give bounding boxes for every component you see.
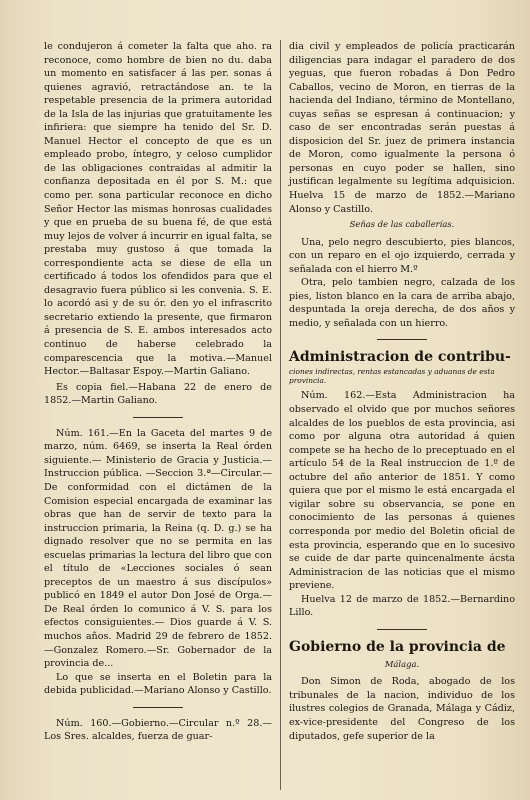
section-subtitle-administracion: ciones indirectas, rentas estancadas y aduanas de esta provincia. bbox=[289, 367, 495, 386]
paragraph-stolen-mares: dia civil y empleados de policía practicarán diligencias para indagar el paradero de dos yeguas, que fueron robadas á Don Pedro Caballos, vecino de Moron, en tierras de la hacienda del Indiano, término de Montellano, cuyas señas se espresan á continuacion; y caso de ser encontradas serán puestas á disposicion del Sr. juez de primera instancia de Moron, como igualmente la persona ó personas en cuyo poder se hallen, sino justifican legalmente su legítima adquisicion. Huelva 15 de marzo de 1852.—Mariano Alonso y Castillo. bbox=[289, 41, 515, 215]
paragraph-copy-certification: Es copia fiel.—Habana 22 de enero de 1852.—Martin Galiano. bbox=[44, 381, 272, 407]
paragraph-huelva-signature: Huelva 12 de marzo de 1852.—Bernardino Lillo. bbox=[289, 593, 515, 619]
separator-rule bbox=[377, 629, 427, 630]
paragraph-num-160: Núm. 160.—Gobierno.—Circular n.º 28.—Los Sres. alcaldes, fuerza de guar- bbox=[44, 717, 272, 743]
separator-rule bbox=[133, 707, 183, 708]
paragraph-publication-note: Lo que se inserta en el Boletin para la debida publicidad.—Mariano Alonso y Castillo. bbox=[44, 671, 272, 697]
paragraph-retraction: le condujeron á cometer la falta que aho. ra reconoce, como hombre de bien no du. daba un momento en satisfacer á las per. sonas á quienes agravió, retractándose an. te la respetable presencia de la primera autoridad de la Isla de las injurias que gratuitamente les infiriera: que siempre ha tenido del Sr. D. Manuel Hector el concepto de que es un empleado probo, íntegro, y celoso cumplidor de las obligaciones contraidas al admitir la confianza depositada en él por S. M.: que como per. sona particular reconoce en dicho Señor Hector las mismas honrosas cualidades y que en prueba de su buena fé, de que está muy lejos de volver á incurrir en igual falta, se prestaba muy gustoso á que tomada la correspondiente acta se diese de ella un certificado á todos los ofendidos para que el desagravio fuera público si les convenia. S. E. lo acordó asi y de su ór. den yo el infrascrito secretario extiendo la presente, que firmaron á presencia de S. E. ambos interesados acto continuo de haberse celebrado la comparescencia que la motiva.—Manuel Hector.—Baltasar Espoy.—Martin Galiano. bbox=[44, 41, 272, 378]
separator-rule bbox=[133, 417, 183, 418]
separator-rule bbox=[377, 339, 427, 340]
left-column bbox=[44, 40, 272, 792]
section-title-administracion: Administracion de contribu- bbox=[289, 349, 511, 366]
section-place-malaga: Málaga. bbox=[384, 658, 420, 669]
paragraph-num-161: Núm. 161.—En la Gaceta del martes 9 de marzo, núm. 6469, se inserta la Real órden siguiente.— Ministerio de Gracia y Justicia.—Instruccion pública. —Seccion 3.ª—Circular.—De conformidad con el dictámen de la Comision especial encargada de examinar las obras que han de servir de texto para la instruccion primaria, la Reina (q. D. g.) se ha dignado resolver que no se permita en las escuelas primarias la lectura del libro que con el título de «Lecciones sociales ó sean preceptos de un maestro á sus discípulos» publicó en 1849 el autor Don José de Orga.—De Real órden lo comunico á V. S. para los efectos consiguientes.— Dios guarde á V. S. muchos años. Madrid 29 de febrero de 1852.—Gonzalez Romero.—Sr. Gobernador de la provincia de... bbox=[44, 427, 272, 670]
paragraph-first-mare: Una, pelo negro descubierto, pies blancos, con un reparo en el ojo izquierdo, cerrada y señalada con el hierro M.º bbox=[289, 236, 515, 275]
right-column bbox=[289, 40, 515, 792]
paragraph-num-162: Núm. 162.—Esta Administracion ha observado el olvido que por muchos señores alcaldes de los pueblos de esta provincia, asi como por alguna otra autoridad á quien compete se ha hecho de lo preceptuado en el artículo 54 de la Real instruccion de 1.º de octubre del año anterior de 1851. Y como quiera que por el mismo le está encargada el vigilar sobre su observancia, se pone en conocimiento de las personas á quienes corresponda por medio del Boletin oficial de esta provincia, esperando que en lo sucesivo se cuide de dar parte quincenalmente ácsta Administracion de las noticias que el mismo previene. bbox=[289, 390, 515, 592]
section-title-gobierno: Gobierno de la provincia de bbox=[289, 638, 506, 655]
paragraph-second-mare: Otra, pelo tambien negro, calzada de los pies, liston blanco en la cara de arriba abajo, despuntada la oreja derecha, de dos años y medio, y señalada con un hierro. bbox=[289, 277, 515, 329]
horse-description-heading: Señas de las caballerías. bbox=[349, 219, 455, 230]
column-divider bbox=[280, 40, 281, 790]
paragraph-simon-de-roda: Don Simon de Roda, abogado de los tribunales de la nacion, individuo de los ilustres colegios de Granada, Málaga y Cádiz, ex-vice-presidente del Congreso de los diputados, gefe superior de la bbox=[289, 676, 515, 742]
